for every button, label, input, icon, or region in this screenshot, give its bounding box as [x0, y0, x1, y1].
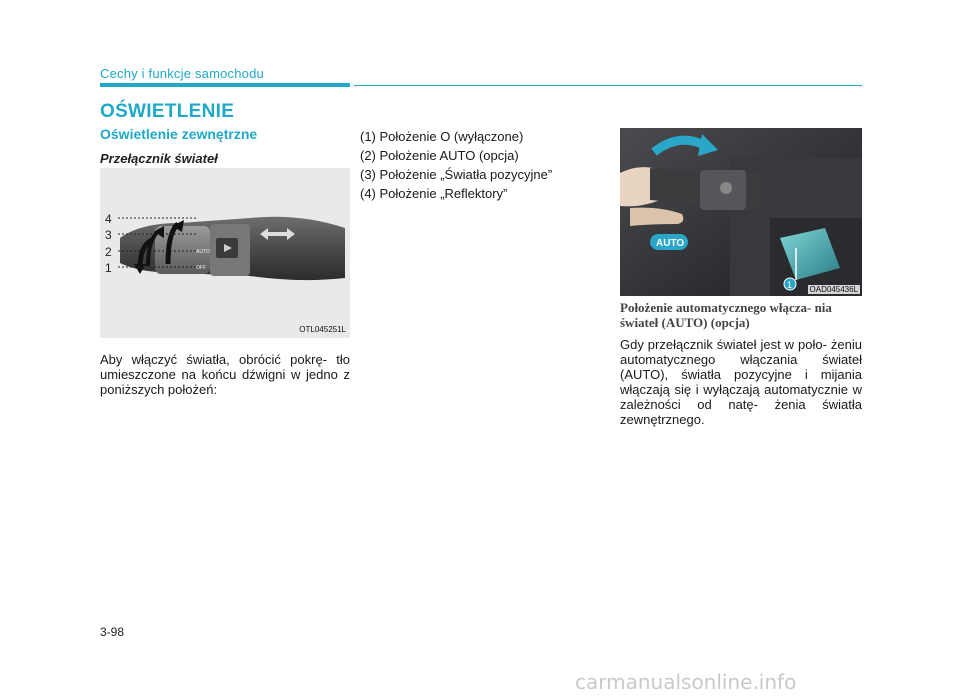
figure-light-switch-stalk: [100, 168, 350, 338]
page-number: 3-98: [100, 625, 125, 639]
list-item: (3) Położenie „Światła pozycyjne”: [360, 167, 553, 182]
watermark: carmanualsonline.info: [575, 670, 797, 694]
switch-mark-auto: AUTO: [196, 249, 210, 255]
position-label-4: 4: [105, 212, 112, 226]
position-label-1: 1: [105, 261, 112, 275]
header-rule-thick: [100, 83, 350, 87]
list-item: (1) Położenie O (wyłączone): [360, 129, 524, 144]
list-item: (4) Położenie „Reflektory”: [360, 186, 508, 201]
figure-auto-light-sensor: [620, 128, 862, 296]
figure-heading: Położenie automatycznego włącza- nia świateł (AUTO) (opcja): [620, 300, 832, 330]
list-item: (2) Położenie AUTO (opcja): [360, 148, 519, 163]
light-switch-illustration: [100, 168, 350, 338]
figure-code: OTL045251L: [299, 325, 346, 334]
positions-list: [360, 127, 600, 203]
figure-code: OAD045436L: [809, 285, 858, 294]
chapter-header: Cechy i funkcje samochodu: [100, 66, 264, 81]
callout-number: 1: [787, 280, 793, 290]
section-title: OŚWIETLENIE: [100, 101, 235, 122]
switch-mark-off: OFF: [196, 265, 206, 271]
intro-paragraph: Aby włączyć światła, obrócić pokrę- tło umieszczone na końcu dźwigni w jedno z poniższych położeń:: [100, 352, 350, 397]
header-rule-thin: [354, 85, 862, 86]
auto-sensor-illustration: [620, 128, 862, 296]
auto-badge: AUTO: [656, 238, 685, 249]
position-label-2: 2: [105, 245, 112, 259]
subsection-title: Oświetlenie zewnętrzne: [100, 126, 258, 142]
subsubsection-title: Przełącznik świateł: [100, 151, 218, 166]
auto-description-paragraph: Gdy przełącznik świateł jest w poło- żeniu automatycznego włączania świateł (AUTO), światła pozycyjne i mijania włączają się i wyłączają automatycznie w zależności od natę- żenia światła zewnętrznego.: [620, 337, 862, 427]
position-label-3: 3: [105, 228, 112, 242]
